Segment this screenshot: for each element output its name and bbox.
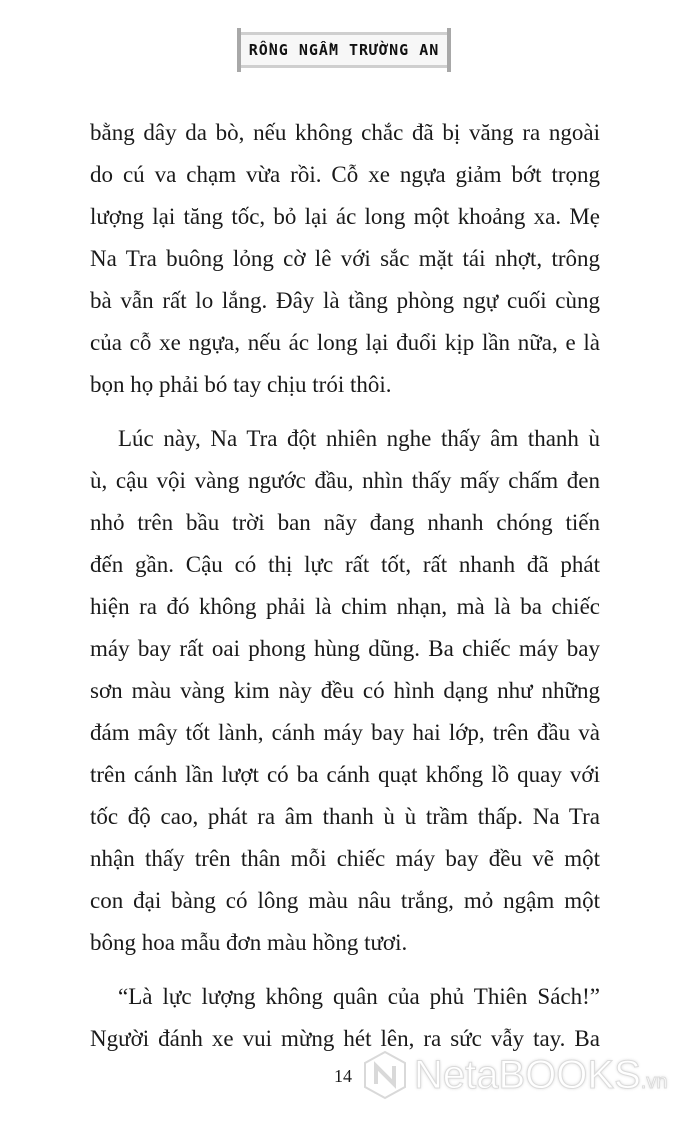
banner-body (241, 32, 447, 68)
text-line: hiện ra đó không phải là chim nhạn, mà là ba chiếc (90, 594, 600, 619)
text-line: tốc độ cao, phát ra âm thanh ù ù trầm thấp. Na Tra (90, 804, 600, 829)
paragraph (90, 112, 600, 406)
body-text (90, 112, 600, 1072)
paragraph (90, 976, 600, 1060)
text-line: bằng dây da bò, nếu không chắc đã bị văng ra ngoài (90, 120, 600, 145)
text-line: bọn họ phải bó tay chịu trói thôi. (90, 372, 392, 397)
text-line: “Là lực lượng không quân của phủ Thiên Sách!” (118, 984, 600, 1009)
netabooks-logo-icon (362, 1050, 408, 1100)
page-number: 14 (334, 1066, 352, 1086)
text-line: do cú va chạm vừa rồi. Cỗ xe ngựa giảm bớt trọng (90, 162, 600, 187)
text-line: máy bay rất oai phong hùng dũng. Ba chiếc máy bay (90, 636, 600, 661)
scroll-rod-right (447, 28, 451, 72)
book-title: RỒNG NGẦM TRƯỜNG AN (248, 41, 440, 59)
text-line: đến gần. Cậu có thị lực rất tốt, rất nhanh đã phát (90, 552, 600, 577)
text-line: bông hoa mẫu đơn màu hồng tươi. (90, 930, 408, 955)
text-line: nhận thấy trên thân mỗi chiếc máy bay đều vẽ một (90, 846, 600, 871)
text-line: trên cánh lần lượt có ba cánh quạt khổng lồ quay với (90, 762, 600, 787)
text-line: ù, cậu vội vàng ngước đầu, nhìn thấy mấy chấm đen (90, 468, 600, 493)
text-line: nhỏ trên bầu trời ban nãy đang nhanh chóng tiến (90, 510, 600, 535)
paragraph (90, 418, 600, 964)
text-line: bà vẫn rất lo lắng. Đây là tầng phòng ngự cuối cùng (90, 288, 600, 313)
watermark-brand: NetaBOOKS.vn (414, 1052, 668, 1097)
text-line: đám mây tốt lành, cánh máy bay hai lớp, trên đầu và (90, 720, 600, 745)
text-line: Người đánh xe vui mừng hét lên, ra sức vẫy tay. Ba (90, 1026, 600, 1051)
text-line: sơn màu vàng kim này đều có hình dạng như những (90, 678, 600, 703)
text-line: Na Tra buông lỏng cờ lê với sắc mặt tái nhợt, trông (90, 246, 600, 271)
text-line: của cỗ xe ngựa, nếu ác long lại đuổi kịp lần nữa, e là (90, 330, 600, 355)
text-line: lượng lại tăng tốc, bỏ lại ác long một khoảng xa. Mẹ (90, 204, 600, 229)
text-line: con đại bàng có lông màu nâu trắng, mỏ ngậm một (90, 888, 600, 913)
text-line: Lúc này, Na Tra đột nhiên nghe thấy âm thanh ù (118, 426, 600, 451)
watermark (362, 1050, 667, 1100)
running-header-banner (237, 28, 451, 72)
